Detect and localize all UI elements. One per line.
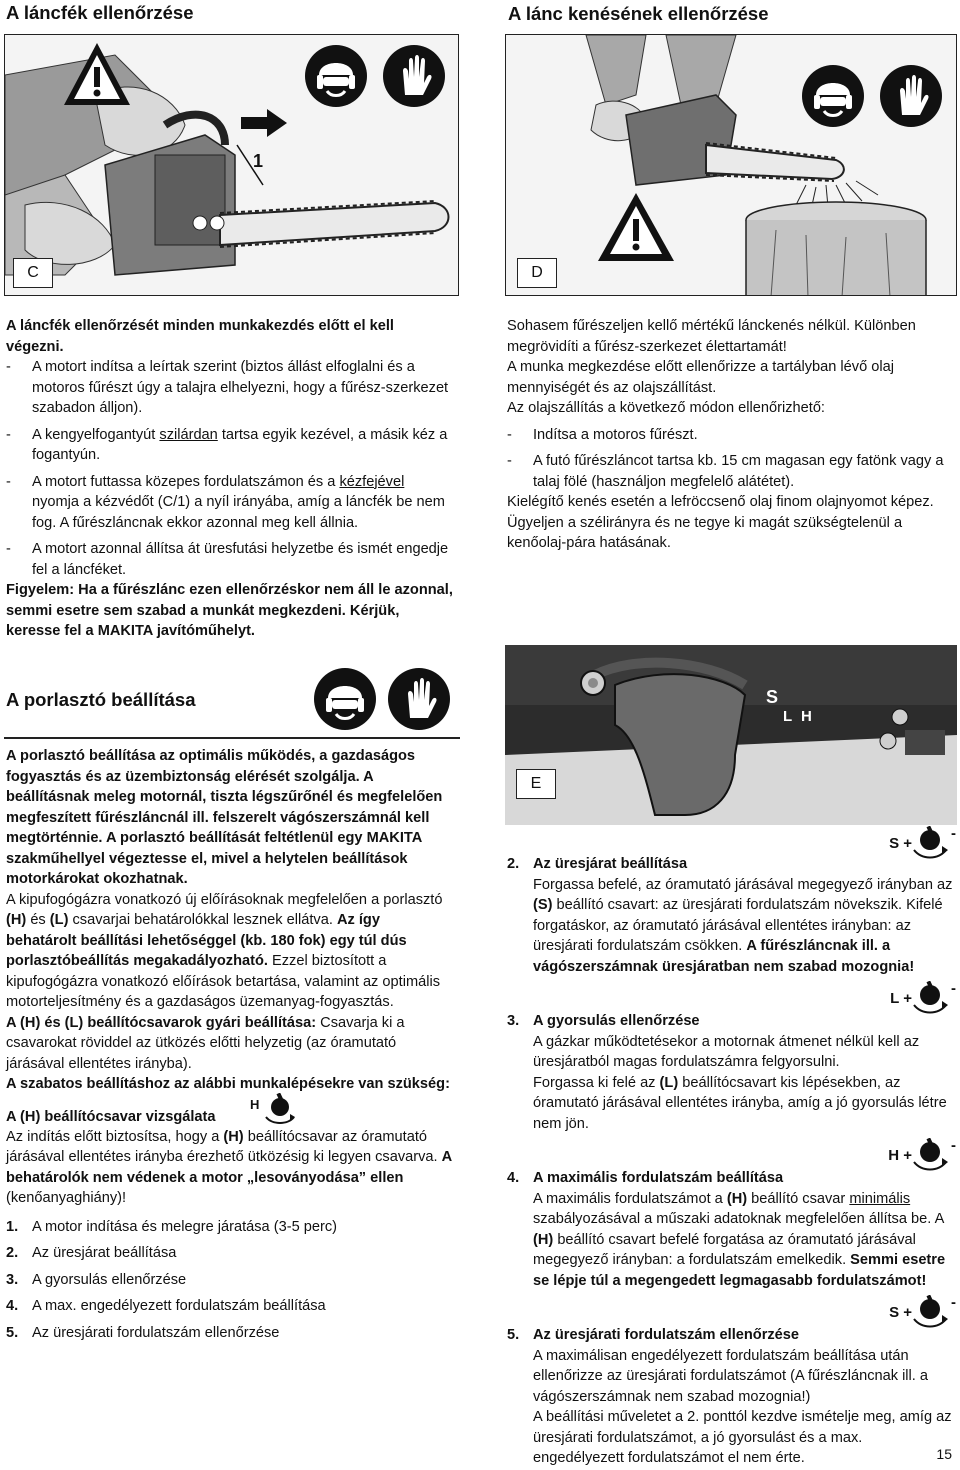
adjust-direction-label: H + bbox=[888, 1147, 912, 1164]
adjust-icon-row bbox=[507, 1138, 956, 1168]
chain-brake-warning: Figyelem: Ha a fűrészlánc ezen ellenőrzéskor nem áll le azonnal, semmi esetre sem szabad a munkát megkezdeni. Kérjük, keresse fel a MAKITA javítóműhelyt. bbox=[6, 582, 453, 639]
chain-brake-text bbox=[6, 316, 454, 642]
screwdriver-adjust-icon bbox=[910, 1295, 950, 1329]
paragraph: A munka megkezdése előtt ellenőrizze a tartályban lévő olaj mennyiségét és az olajszállítást. bbox=[507, 359, 894, 396]
figure-e-label: E bbox=[516, 769, 556, 799]
list-item: - A motort azonnal állítsa át üresfutási helyzetbe és ismét engedje fel a láncféket. bbox=[6, 541, 449, 578]
procedure-steps bbox=[6, 1217, 454, 1344]
figure-c-label: C bbox=[13, 258, 53, 288]
divider bbox=[4, 737, 460, 739]
list-item: - A motort futtassa közepes fordulatszámon és a kézfejével nyomja a kézvédőt (C/1) a nyíl irányába, amíg a láncfék be nem fog. A fűrészláncnak ekkor azonnal meg kell állnia. bbox=[6, 473, 445, 531]
carburettor-screws-photo bbox=[505, 645, 957, 825]
adjust-direction-label: S + bbox=[889, 1304, 912, 1321]
photo-label-h: H bbox=[801, 708, 812, 725]
helmet-ear-eye-protection-icon bbox=[314, 668, 376, 730]
screwdriver-adjust-icon bbox=[910, 1138, 950, 1172]
photo-label-s: S bbox=[766, 687, 779, 707]
paragraph: Az olajszállítás a következő módon ellenőrizhető: bbox=[507, 400, 825, 416]
glove-protection-icon bbox=[880, 65, 942, 127]
adjust-direction-label: S + bbox=[889, 835, 912, 852]
helmet-ear-eye-protection-icon bbox=[802, 65, 864, 127]
list-item: - A kengyelfogantyút szilárdan tartsa egyik kezével, a másik kéz a fogantyún. bbox=[6, 426, 448, 463]
list-item: 2. Az üresjárat beállítása Forgassa befelé, az óramutató járásával megegyező irányban az (S) beállító csavart: az üresjárati fordulatszám növekszik. Kifelé forgatáskor, az óramutató járásával ellentétes irányban: az üresjárati fordulatszám csökken. A fűrészláncnak ill. a vágószerszámnak üresjáratban nem szabad mozognia! bbox=[507, 856, 953, 975]
screwdriver-adjust-icon bbox=[910, 826, 950, 860]
glove-protection-icon bbox=[383, 45, 445, 107]
list-item: 4. A maximális fordulatszám beállítása A maximális fordulatszámot a (H) beállító csavar minimális szabályozásával a műszaki adatoknak megfelelően állítsa be. A (H) beállító csavart befelé forgatása az óramutató járásával megegyező irányban: a fordulatszám emelkedik. Semmi esetre se lépje túl a megengedett legmagasabb fordulatszámot! bbox=[507, 1170, 946, 1289]
minus-label: - bbox=[951, 825, 956, 842]
figure-e-carburettor-photo bbox=[505, 645, 957, 825]
h-test-heading-row bbox=[6, 1096, 454, 1127]
adjust-direction-label: L + bbox=[890, 990, 912, 1007]
h-test-title: A (H) beállítócsavar vizsgálata bbox=[6, 1108, 216, 1125]
section-title-carburettor: A porlasztó beállítása bbox=[6, 689, 196, 710]
h-screw-letter: H bbox=[250, 1096, 260, 1112]
list-item: 5. Az üresjárati fordulatszám ellenőrzése A maximálisan engedélyezett fordulatszám beállítása után ellenőrizze az üresjárati fordulatszámot (A fűrészláncnak ill. a vágószerszámnak nem szabad mozognia!) A beállítási műveletet a 2. ponttól kezdve ismételje meg, amíg az üresjárati fordulatszámot, a jó gyorsulást és a max. engedélyezett fordulatszámot el nem érte. bbox=[507, 1327, 952, 1466]
paragraph: Az indítás előtt biztosítsa, hogy a (H) beállítócsavar az óramutató járásával ellentétes irányba érezhető ütközésig ki legyen csavarva. A behatárolók nem védenek a motor „lesoványodása” ellen (kenőanyaghiány)! bbox=[6, 1128, 452, 1206]
list-item: 3. A gyorsulás ellenőrzése A gázkar működtetésekor a motornak átmenet nélkül kell az üresjáratból magas fordulatszámra felgyorsulni. Forgassa ki felé az (L) beállítócsavart kis lépésekben, az óramutató járásával ellentétes irányba, amíg a jó gyorsulás létre nem jön. bbox=[507, 1013, 947, 1132]
list-item: 4. A max. engedélyezett fordulatszám beállítása bbox=[6, 1298, 326, 1314]
carburettor-text bbox=[6, 746, 454, 1343]
paragraph: A szabatos beállításhoz az alábbi munkalépésekre van szükség: bbox=[6, 1076, 450, 1092]
minus-label: - bbox=[951, 1294, 956, 1311]
page-number: 15 bbox=[936, 1445, 952, 1462]
paragraph: A porlasztó beállítása az optimális működés, a gazdaságos fogyasztás és az üzembiztonság elérését szolgálja. A beállításnak meleg motornál, tiszta légszűrőnél és megfelelően megfeszített fűrészláncnál ill. felszerelt vágószerszámnál kell megtörténnie. A porlasztó beállítását feltétlenül egy MAKITA szakműhellyel végeztesse el, mivel a helytelen beállítások motorkárokat okozhatnak. bbox=[6, 748, 443, 887]
photo-label-l: L bbox=[783, 708, 793, 725]
adjust-icon-row bbox=[507, 981, 956, 1011]
list-item: 2. Az üresjárat beállítása bbox=[6, 1245, 177, 1261]
list-item: 5. Az üresjárati fordulatszám ellenőrzése bbox=[6, 1324, 280, 1341]
figure-c-callout-number: 1 bbox=[253, 151, 264, 171]
screwdriver-adjust-icon bbox=[910, 981, 950, 1015]
figure-d-chain-lubrication bbox=[505, 34, 957, 296]
screwdriver-adjust-icon bbox=[262, 1093, 296, 1127]
section-title-chain-brake: A láncfék ellenőrzése bbox=[6, 2, 194, 23]
figure-c-chain-brake bbox=[4, 34, 459, 296]
minus-label: - bbox=[951, 1137, 956, 1154]
list-item: - Indítsa a motoros fűrészt. bbox=[507, 426, 698, 443]
paragraph: A kipufogógázra vonatkozó új előírásoknak megfelelően a porlasztó (H) és (L) csavarjai behatárolókkal lesznek ellátva. Az így behatárolt beállítási lehetőséggel (kb. 180 fok) egy túl dús porlasztóbeállítás megakadályozható. Ezzel biztosított a kipufogógázra vonatkozó előírások betartása, valamint az optimális motorteljesítmény és a gazdaságos üzemanyag-fogyasztás. bbox=[6, 891, 443, 1010]
list-item: - A motort indítsa a leírtak szerint (biztos állást elfoglalni és a motoros fűrészt úgy a talajra elhelyezni, hogy a fűrész-szerkezet szabadon álljon). bbox=[6, 359, 449, 416]
helmet-ear-eye-protection-icon bbox=[305, 45, 367, 107]
adjust-icon-row bbox=[507, 826, 956, 854]
list-item: - A futó fűrészláncot tartsa kb. 15 cm magasan egy fatönk vagy a talaj fölé (használjon megfelelő alátétet). bbox=[507, 453, 944, 490]
list-item: 3. A gyorsulás ellenőrzése bbox=[6, 1271, 187, 1288]
paragraph: A (H) és (L) beállítócsavarok gyári beállítása: Csavarja ki a csavarokat röviddel az ütközés előtti helyzetig (az óramutató járásával ellentétes irányba). bbox=[6, 1014, 405, 1072]
chain-brake-intro: A láncfék ellenőrzését minden munkakezdés előtt el kell végezni. bbox=[6, 318, 394, 355]
adjustment-steps bbox=[507, 826, 956, 1469]
paragraph: Sohasem fűrészeljen kellő mértékű lánckenés nélkül. Különben megrövidíti a fűrész-szerkezet élettartamát! bbox=[507, 318, 916, 355]
glove-protection-icon bbox=[388, 668, 450, 730]
figure-d-label: D bbox=[517, 258, 557, 288]
paragraph: Kielégítő kenés esetén a lefröccsenő olaj finom olajnyomot képez. Ügyeljen a szélirányra és ne tegye ki magát szükségtelenül a kenőolaj-pára hatásának. bbox=[507, 494, 934, 551]
chain-lubrication-text bbox=[507, 316, 956, 554]
list-item: 1. A motor indítása és melegre járatása (3-5 perc) bbox=[6, 1218, 337, 1235]
adjust-icon-row bbox=[507, 1295, 956, 1325]
minus-label: - bbox=[951, 980, 956, 997]
section-title-chain-lubrication: A lánc kenésének ellenőrzése bbox=[508, 3, 769, 24]
